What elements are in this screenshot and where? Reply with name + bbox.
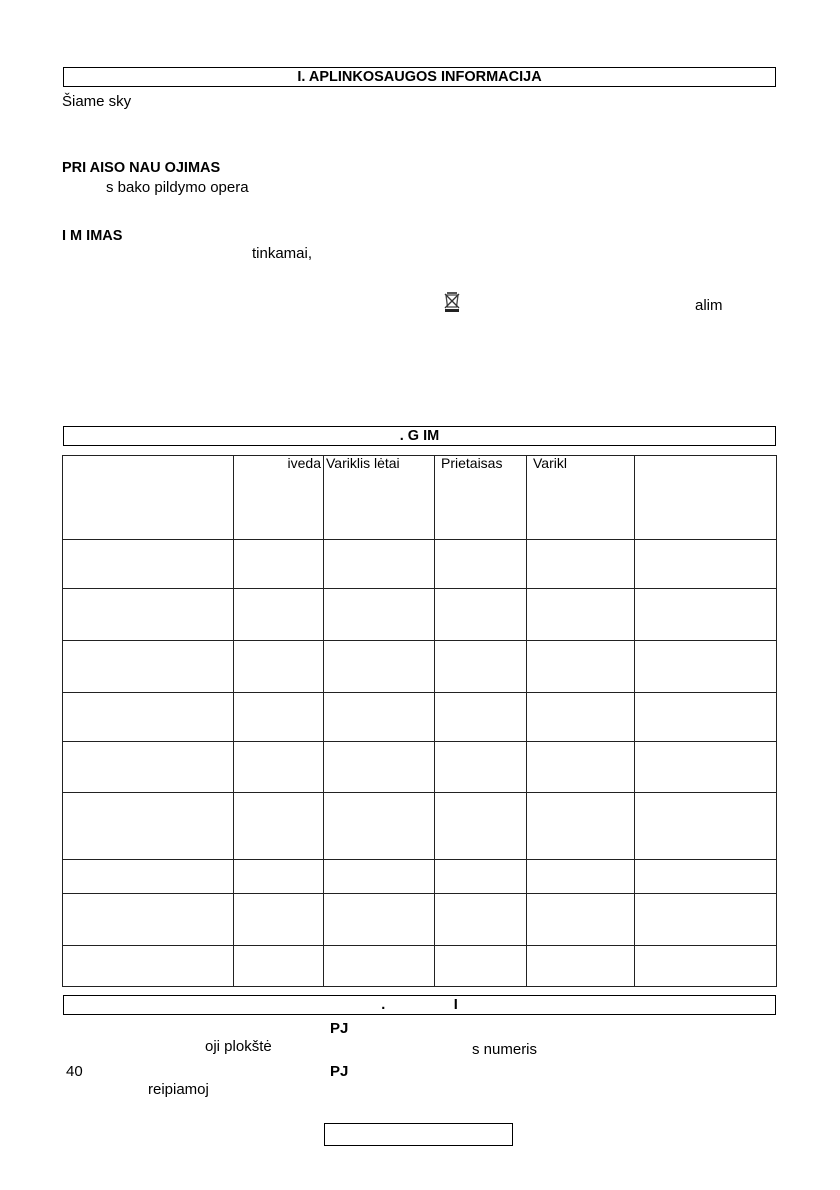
table-row — [63, 860, 777, 894]
heading-disposal: I M IMAS — [62, 228, 123, 244]
line1-bold: PJ — [330, 1020, 349, 1037]
page-number-box — [324, 1123, 513, 1146]
section-1-title: I. APLINKOSAUGOS INFORMACIJA — [297, 69, 542, 85]
section-1-title-box — [63, 67, 776, 87]
crossed-out-bin-icon — [443, 291, 461, 316]
table-header-row — [63, 456, 777, 540]
line2-right: s numeris — [472, 1041, 538, 1058]
section-3-title-box — [63, 995, 776, 1015]
section-2-title: . G IM — [399, 428, 440, 444]
table-row — [63, 693, 777, 742]
header-cell: iveda — [234, 456, 324, 540]
table-row — [63, 540, 777, 589]
table-row — [63, 894, 777, 946]
table-row — [63, 946, 777, 987]
maintenance-table — [62, 455, 777, 987]
header-cell: Varikl — [527, 456, 635, 540]
line4: reipiamoj — [148, 1081, 209, 1098]
table-row — [63, 589, 777, 641]
heading-usage: PRI AISO NAU OJIMAS — [62, 160, 221, 176]
table-row — [63, 742, 777, 793]
section-2-title-box — [63, 426, 776, 446]
table-row — [63, 793, 777, 860]
header-cell — [63, 456, 234, 540]
header-cell: Variklis lėtai — [324, 456, 435, 540]
usage-text: s bako pildymo opera — [106, 179, 249, 196]
intro-text: Šiame sky — [62, 93, 132, 110]
header-cell — [635, 456, 777, 540]
disposal-text: tinkamai, — [252, 245, 313, 262]
disposal-text-right: alim — [695, 297, 723, 314]
header-cell: Prietaisas — [435, 456, 527, 540]
table-row — [63, 641, 777, 693]
section-3-title: . I — [381, 997, 458, 1013]
line3-bold: PJ — [330, 1063, 349, 1080]
line3-left: 40 — [66, 1063, 83, 1080]
line2-left: oji plokštė — [205, 1038, 272, 1055]
